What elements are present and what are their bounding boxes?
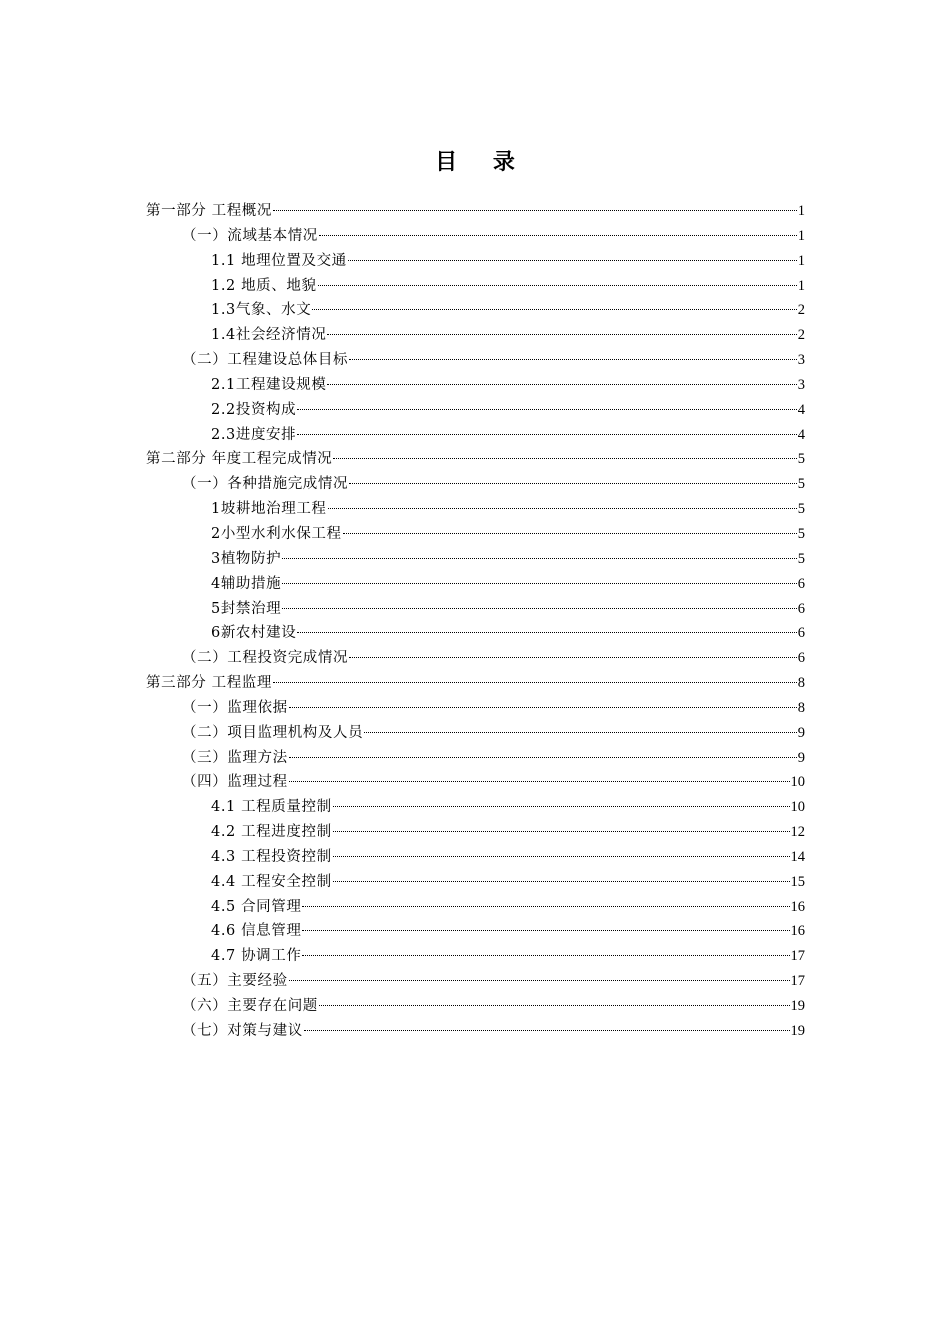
toc-entry-label: 4.1 工程质量控制: [211, 799, 332, 816]
toc-entry-page-number: 8: [797, 675, 805, 692]
toc-entry-page-number: 9: [797, 724, 805, 741]
toc-entry[interactable]: [146, 696, 805, 721]
toc-entry-label: 4.7 协调工作: [211, 948, 302, 965]
toc-dot-leader: [302, 906, 789, 907]
toc-entry-label: 第二部分 年度工程完成情况: [146, 451, 333, 468]
toc-dot-leader: [328, 508, 797, 509]
toc-entry-label: 4.3 工程投资控制: [211, 848, 332, 865]
toc-entry-label: 4.5 合同管理: [211, 898, 302, 915]
toc-dot-leader: [312, 309, 796, 310]
toc-dot-leader: [273, 210, 797, 211]
table-of-contents: [146, 199, 805, 1044]
toc-entry-page-number: 14: [790, 848, 805, 865]
toc-entry-page-number: 6: [797, 625, 805, 642]
toc-entry[interactable]: [146, 423, 805, 448]
toc-dot-leader: [333, 881, 790, 882]
toc-dot-leader: [333, 806, 790, 807]
toc-entry-page-number: 17: [790, 948, 805, 965]
toc-entry-label: （二）工程建设总体目标: [182, 352, 349, 369]
toc-entry-page-number: 17: [790, 973, 805, 990]
toc-entry[interactable]: [146, 919, 805, 944]
toc-entry-label: （七）对策与建议: [182, 1022, 303, 1039]
toc-entry-label: （三）监理方法: [182, 749, 288, 766]
toc-entry[interactable]: [146, 944, 805, 969]
toc-entry-page-number: 6: [797, 650, 805, 667]
toc-entry-page-number: 19: [790, 998, 805, 1014]
toc-entry[interactable]: [146, 969, 805, 994]
toc-entry-page-number: 3: [797, 352, 805, 369]
toc-entry-label: 2小型水利水保工程: [211, 525, 342, 542]
toc-entry-page-number: 6: [797, 575, 805, 592]
toc-entry[interactable]: [146, 298, 805, 323]
toc-entry-label: 2.2投资构成: [211, 401, 297, 418]
toc-entry-page-number: 10: [790, 799, 805, 816]
toc-entry[interactable]: [146, 621, 805, 646]
toc-entry[interactable]: [146, 597, 805, 622]
toc-entry-label: 3植物防护: [211, 550, 282, 567]
toc-entry-page-number: 2: [797, 327, 805, 344]
toc-entry-page-number: 15: [790, 873, 805, 890]
toc-entry-label: 4.4 工程安全控制: [211, 873, 332, 890]
toc-entry[interactable]: [146, 770, 805, 795]
toc-entry-page-number: 1: [797, 277, 805, 294]
toc-entry[interactable]: [146, 646, 805, 671]
toc-dot-leader: [319, 1005, 790, 1006]
toc-entry-page-number: 19: [790, 1022, 805, 1039]
toc-entry[interactable]: [146, 348, 805, 373]
toc-dot-leader: [349, 657, 797, 658]
toc-entry-label: 4.2 工程进度控制: [211, 824, 332, 841]
toc-entry-label: （四）监理过程: [182, 774, 288, 791]
toc-dot-leader: [327, 384, 796, 385]
toc-dot-leader: [364, 732, 797, 733]
toc-dot-leader: [297, 434, 796, 435]
toc-entry[interactable]: [146, 447, 805, 472]
toc-entry-page-number: 16: [790, 923, 805, 940]
toc-entry-page-number: 4: [797, 426, 805, 443]
toc-entry[interactable]: [146, 249, 805, 274]
toc-entry-page-number: 1: [797, 252, 805, 269]
toc-entry-label: 第一部分 工程概况: [146, 203, 273, 219]
toc-entry-label: 2.1工程建设规模: [211, 376, 327, 393]
toc-entry-label: 2.3进度安排: [211, 426, 297, 443]
toc-entry-label: （二）项目监理机构及人员: [182, 724, 364, 741]
toc-entry-page-number: 2: [797, 302, 805, 319]
toc-dot-leader: [282, 583, 797, 584]
toc-entry[interactable]: [146, 398, 805, 423]
toc-dot-leader: [318, 285, 797, 286]
toc-entry-label: 1.3气象、水文: [211, 302, 312, 319]
toc-entry[interactable]: [146, 224, 805, 249]
toc-entry[interactable]: [146, 721, 805, 746]
toc-entry-label: 第三部分 工程监理: [146, 675, 273, 692]
toc-entry-label: 4辅助措施: [211, 575, 282, 592]
toc-entry-page-number: 4: [797, 401, 805, 418]
toc-entry-page-number: 5: [797, 501, 805, 518]
toc-dot-leader: [297, 632, 796, 633]
toc-dot-leader: [297, 409, 796, 410]
toc-dot-leader: [333, 856, 790, 857]
toc-dot-leader: [333, 458, 796, 459]
toc-dot-leader: [319, 235, 797, 236]
toc-dot-leader: [289, 757, 797, 758]
toc-entry-label: 1.2 地质、地貌: [211, 277, 317, 294]
toc-entry-page-number: 3: [797, 376, 805, 393]
toc-dot-leader: [273, 682, 797, 683]
toc-entry-page-number: 5: [797, 476, 805, 493]
toc-entry-page-number: 5: [797, 550, 805, 567]
toc-entry[interactable]: [146, 199, 805, 224]
toc-entry-label: （一）监理依据: [182, 699, 288, 716]
toc-entry[interactable]: [146, 572, 805, 597]
toc-entry-label: 6新农村建设: [211, 625, 297, 642]
toc-entry-label: （六）主要存在问题: [182, 998, 318, 1014]
toc-entry-label: （二）工程投资完成情况: [182, 650, 349, 667]
toc-dot-leader: [289, 707, 797, 708]
toc-dot-leader: [289, 980, 790, 981]
toc-dot-leader: [304, 1030, 790, 1031]
toc-entry[interactable]: [146, 795, 805, 820]
toc-entry[interactable]: [146, 522, 805, 547]
toc-entry-page-number: 8: [797, 699, 805, 716]
toc-dot-leader: [282, 608, 797, 609]
toc-dot-leader: [289, 781, 790, 782]
page-title: 目 录: [435, 149, 529, 175]
toc-dot-leader: [343, 533, 797, 534]
toc-entry[interactable]: [146, 895, 805, 920]
toc-entry-label: 1坡耕地治理工程: [211, 501, 327, 518]
toc-entry[interactable]: [146, 472, 805, 497]
toc-entry-page-number: 10: [790, 774, 805, 791]
toc-entry-label: （一）各种措施完成情况: [182, 476, 349, 493]
toc-dot-leader: [327, 334, 796, 335]
toc-entry[interactable]: [146, 994, 805, 1019]
toc-entry[interactable]: [146, 820, 805, 845]
toc-entry[interactable]: [146, 1019, 805, 1044]
toc-entry[interactable]: [146, 845, 805, 870]
toc-entry-page-number: 6: [797, 600, 805, 617]
toc-entry[interactable]: [146, 497, 805, 522]
toc-entry-label: 4.6 信息管理: [211, 923, 302, 940]
toc-entry[interactable]: [146, 323, 805, 348]
toc-entry[interactable]: [146, 274, 805, 299]
toc-dot-leader: [349, 483, 797, 484]
toc-entry-page-number: 5: [797, 525, 805, 542]
toc-entry[interactable]: [146, 547, 805, 572]
toc-entry-page-number: 9: [797, 749, 805, 766]
toc-entry-label: 1.4社会经济情况: [211, 327, 327, 344]
toc-entry-label: 1.1 地理位置及交通: [211, 252, 347, 269]
toc-entry[interactable]: [146, 373, 805, 398]
toc-entry-page-number: 1: [797, 227, 805, 244]
toc-entry-page-number: 1: [797, 203, 805, 219]
toc-dot-leader: [348, 260, 797, 261]
toc-entry[interactable]: [146, 746, 805, 771]
toc-dot-leader: [333, 831, 790, 832]
toc-entry[interactable]: [146, 671, 805, 696]
toc-entry-label: （五）主要经验: [182, 973, 288, 990]
toc-entry-label: （一）流域基本情况: [182, 227, 318, 244]
toc-dot-leader: [282, 558, 797, 559]
toc-entry-page-number: 5: [797, 451, 805, 468]
toc-entry-page-number: 12: [790, 824, 805, 841]
toc-entry-page-number: 16: [790, 898, 805, 915]
toc-dot-leader: [302, 930, 789, 931]
toc-dot-leader: [302, 955, 789, 956]
toc-dot-leader: [349, 359, 797, 360]
toc-entry-label: 5封禁治理: [211, 600, 282, 617]
toc-entry[interactable]: [146, 870, 805, 895]
